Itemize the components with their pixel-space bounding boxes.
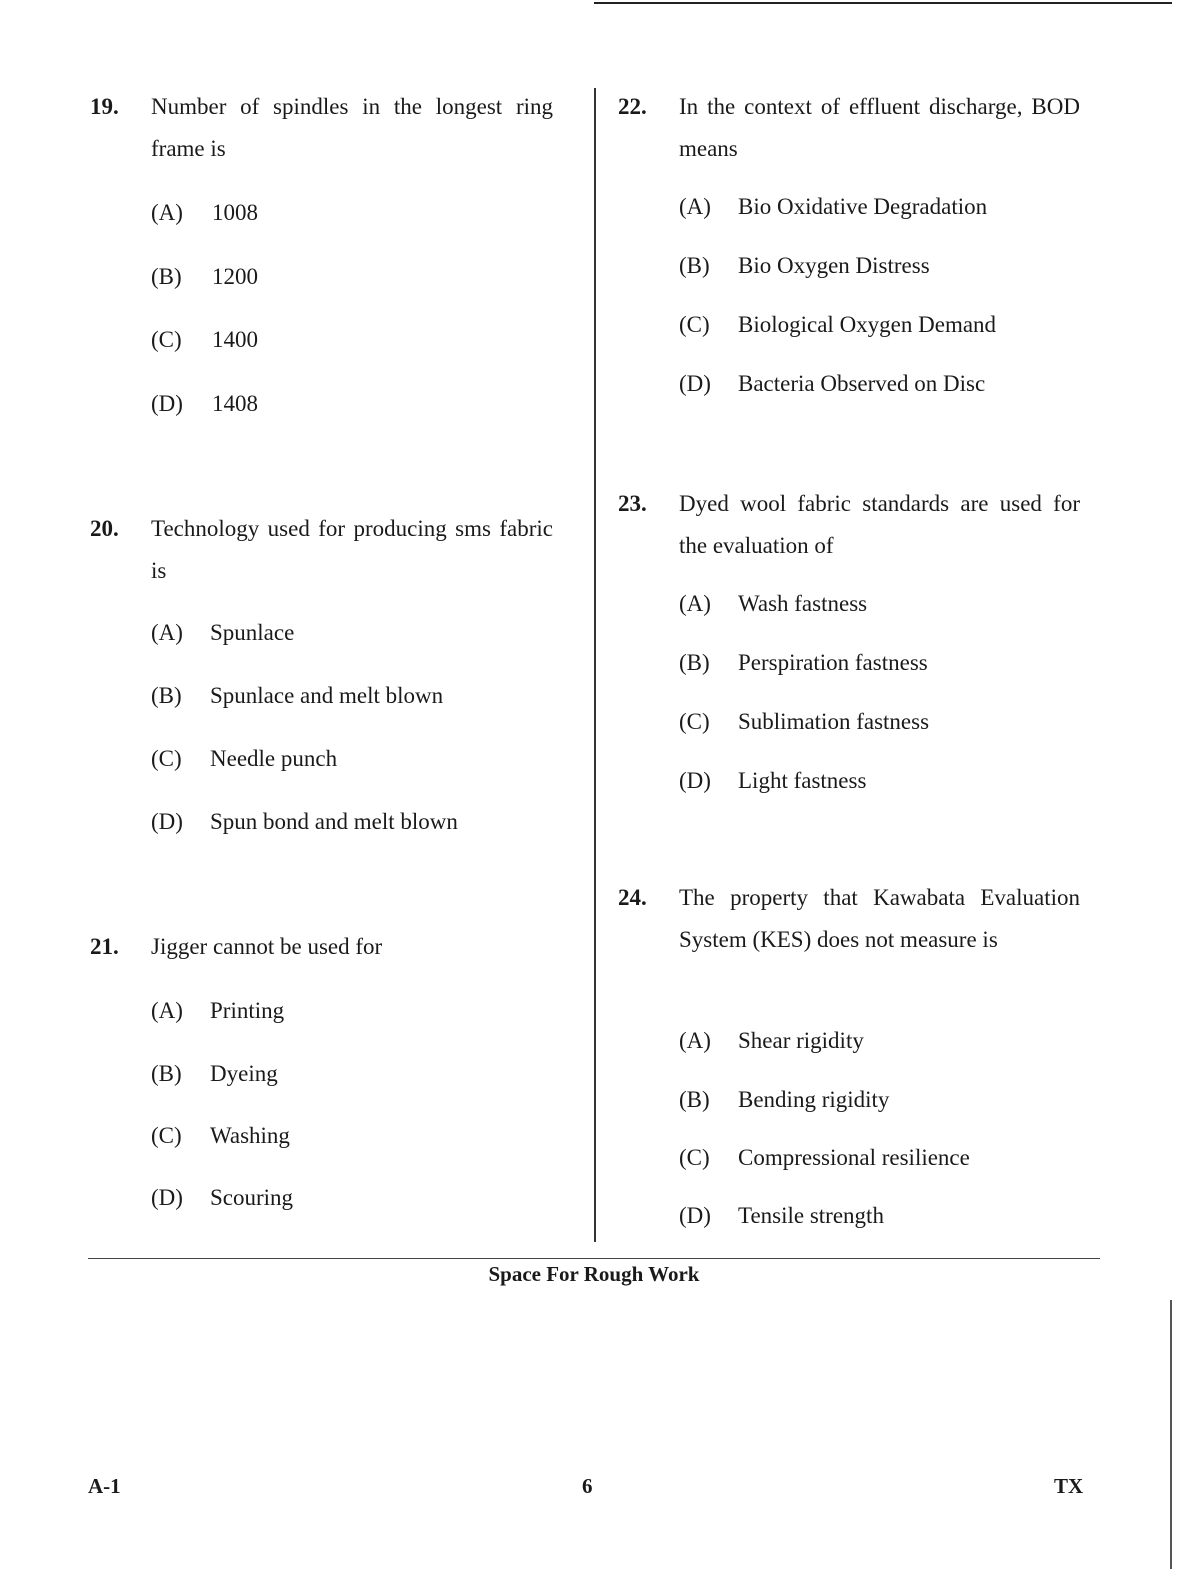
option-text: Sublimation fastness [738, 709, 930, 734]
option-label: (B) [679, 1087, 710, 1112]
option-label: (D) [151, 809, 183, 834]
rough-work-title: Space For Rough Work [488, 1262, 700, 1286]
question-stem: In the context of effluent discharge, BOD means [679, 94, 1080, 161]
option-label: (B) [679, 253, 710, 278]
option-text: Printing [210, 998, 285, 1023]
option-text: Shear rigidity [738, 1028, 864, 1053]
option-text: Perspiration fastness [738, 650, 928, 675]
option-text: 1400 [212, 327, 258, 352]
question-number: 20. [90, 516, 119, 541]
option-text: Wash fastness [738, 591, 868, 616]
option-label: (A) [151, 620, 183, 645]
question-stem: Number of spindles in the longest ring frame is [151, 94, 553, 161]
option-text: Needle punch [210, 746, 338, 771]
option-text: Spun bond and melt blown [210, 809, 458, 834]
option-text: Light fastness [738, 768, 867, 793]
top-rule [594, 2, 1172, 4]
question-stem: Technology used for producing sms fabric is [151, 516, 553, 583]
footer-subject-code: TX [1054, 1474, 1084, 1498]
option-label: (C) [679, 312, 710, 337]
question-stem: The property that Kawabata Evaluation System (KES) does not measure is [679, 885, 1080, 952]
option-label: (A) [151, 200, 183, 225]
option-label: (C) [151, 1123, 182, 1148]
option-label: (B) [151, 1061, 182, 1086]
option-text: Biological Oxygen Demand [738, 312, 997, 337]
option-text: Bio Oxygen Distress [738, 253, 930, 278]
option-label: (B) [151, 264, 182, 289]
footer-page-number: 6 [582, 1474, 593, 1498]
option-text: Compressional resilience [738, 1145, 970, 1170]
option-label: (C) [679, 709, 710, 734]
rough-work-rule [88, 1258, 1100, 1259]
question-number: 23. [618, 491, 647, 516]
option-label: (A) [679, 1028, 711, 1053]
option-label: (D) [151, 1185, 183, 1210]
option-text: 1200 [212, 264, 258, 289]
question-number: 24. [618, 885, 647, 910]
question-number: 19. [90, 94, 119, 119]
question-stem: Jigger cannot be used for [151, 934, 383, 959]
option-label: (C) [151, 327, 182, 352]
option-text: 1008 [212, 200, 258, 225]
option-text: Spunlace and melt blown [210, 683, 444, 708]
option-label: (A) [679, 194, 711, 219]
option-text: Tensile strength [738, 1203, 884, 1228]
option-text: Washing [210, 1123, 290, 1148]
column-divider [594, 88, 596, 1242]
question-number: 21. [90, 934, 119, 959]
option-text: Spunlace [210, 620, 295, 645]
option-label: (D) [679, 371, 711, 396]
option-text: Bio Oxidative Degradation [738, 194, 988, 219]
option-text: Bacteria Observed on Disc [738, 371, 986, 396]
option-text: Scouring [210, 1185, 294, 1210]
option-label: (D) [151, 391, 183, 416]
page-edge-line [1170, 1300, 1172, 1569]
option-text: Bending rigidity [738, 1087, 890, 1112]
question-stem: Dyed wool fabric standards are used for the evaluation of [679, 491, 1080, 558]
option-text: 1408 [212, 391, 258, 416]
option-label: (C) [679, 1145, 710, 1170]
option-label: (D) [679, 1203, 711, 1228]
option-label: (D) [679, 768, 711, 793]
option-label: (A) [679, 591, 711, 616]
option-label: (A) [151, 998, 183, 1023]
option-label: (B) [151, 683, 182, 708]
footer-paper-code: A-1 [88, 1474, 121, 1498]
option-label: (B) [679, 650, 710, 675]
option-text: Dyeing [210, 1061, 278, 1086]
option-label: (C) [151, 746, 182, 771]
question-number: 22. [618, 94, 647, 119]
